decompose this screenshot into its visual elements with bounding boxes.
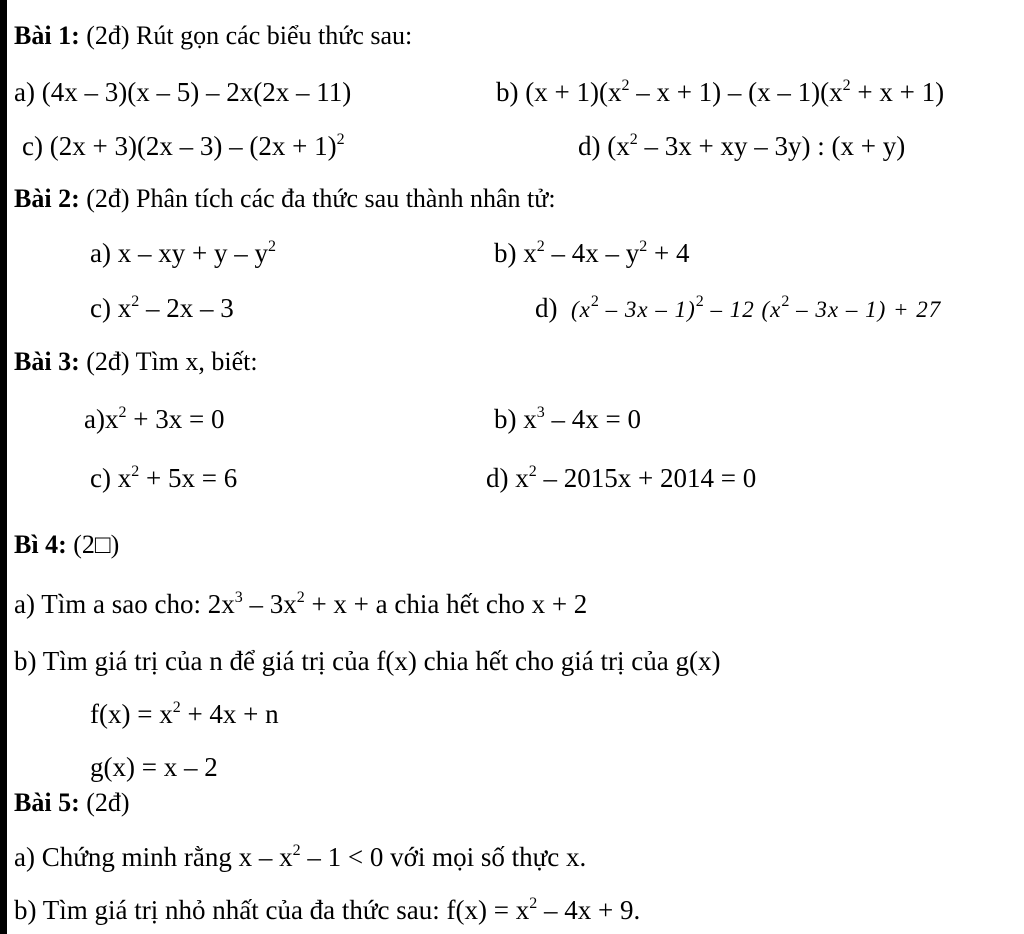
- exercise-3c: c) $x^2 + 5x = 6$: [90, 463, 238, 493]
- exercise-5b: b) Tìm giá trị nhỏ nhất của đa thức sau: $f(x) = x^2 - 4x + 9$.: [14, 895, 641, 925]
- section-title-bai5: Bài 5: (2đ): [14, 788, 130, 817]
- exercise-2d: d) $(x^2 - 3x - 1)^2 - 12$ $(x^2 - 3x - 1) + 27$: [535, 293, 942, 323]
- exercise-2b: b) $x^2 - 4x - y^2 + 4$: [494, 238, 690, 268]
- exercise-4b-fx: $f(x) = x^2 + 4x + n$: [90, 699, 279, 729]
- exercise-4a: a) Tìm a sao cho: $2x^3 - 3x^2 + x + a$ chia hết cho x + 2: [14, 589, 588, 619]
- exercise-2c: c) $x^2 - 2x - 3$: [90, 293, 234, 323]
- section-title-bai1: Bài 1: (2đ) Rút gọn các biểu thức sau:: [14, 21, 413, 50]
- exercise-3d: d) $x^2 - 2015x + 2014 = 0$: [486, 463, 757, 493]
- section-title-bai3: Bài 3: (2đ) Tìm x, biết:: [14, 347, 258, 376]
- exercise-1b: b) $(x + 1)(x^2 - x + 1) - (x - 1)(x^2 + x + 1)$: [496, 77, 945, 107]
- exercise-4b-gx: g(x) = x – 2: [90, 752, 218, 782]
- section-title-bai4: Bì 4: (2□): [14, 530, 120, 559]
- exercise-3a: $a)x^2 + 3x = 0$: [84, 404, 225, 434]
- exercise-3b: b) $x^3 - 4x = 0$: [494, 404, 641, 434]
- exercise-1a: a) (4x – 3)(x – 5) – 2x(2x – 11): [14, 77, 352, 107]
- exercise-1c: c) $(2x + 3)(2x - 3) - (2x + 1)^2$: [22, 131, 345, 161]
- exercise-1d: d) ($x^2 - 3x$ + xy – 3y) : (x + y): [578, 131, 906, 161]
- exercise-2a: a) x – xy + y – $y^2$: [90, 238, 276, 268]
- exercise-5a: a) Chứng minh rằng $x - x^2 - 1 < 0$ với mọi số thực x.: [14, 842, 587, 872]
- exercise-4b: b) Tìm giá trị của n để giá trị của f(x) chia hết cho giá trị của g(x): [14, 646, 721, 676]
- section-title-bai2: Bài 2: (2đ) Phân tích các đa thức sau thành nhân tử:: [14, 184, 556, 213]
